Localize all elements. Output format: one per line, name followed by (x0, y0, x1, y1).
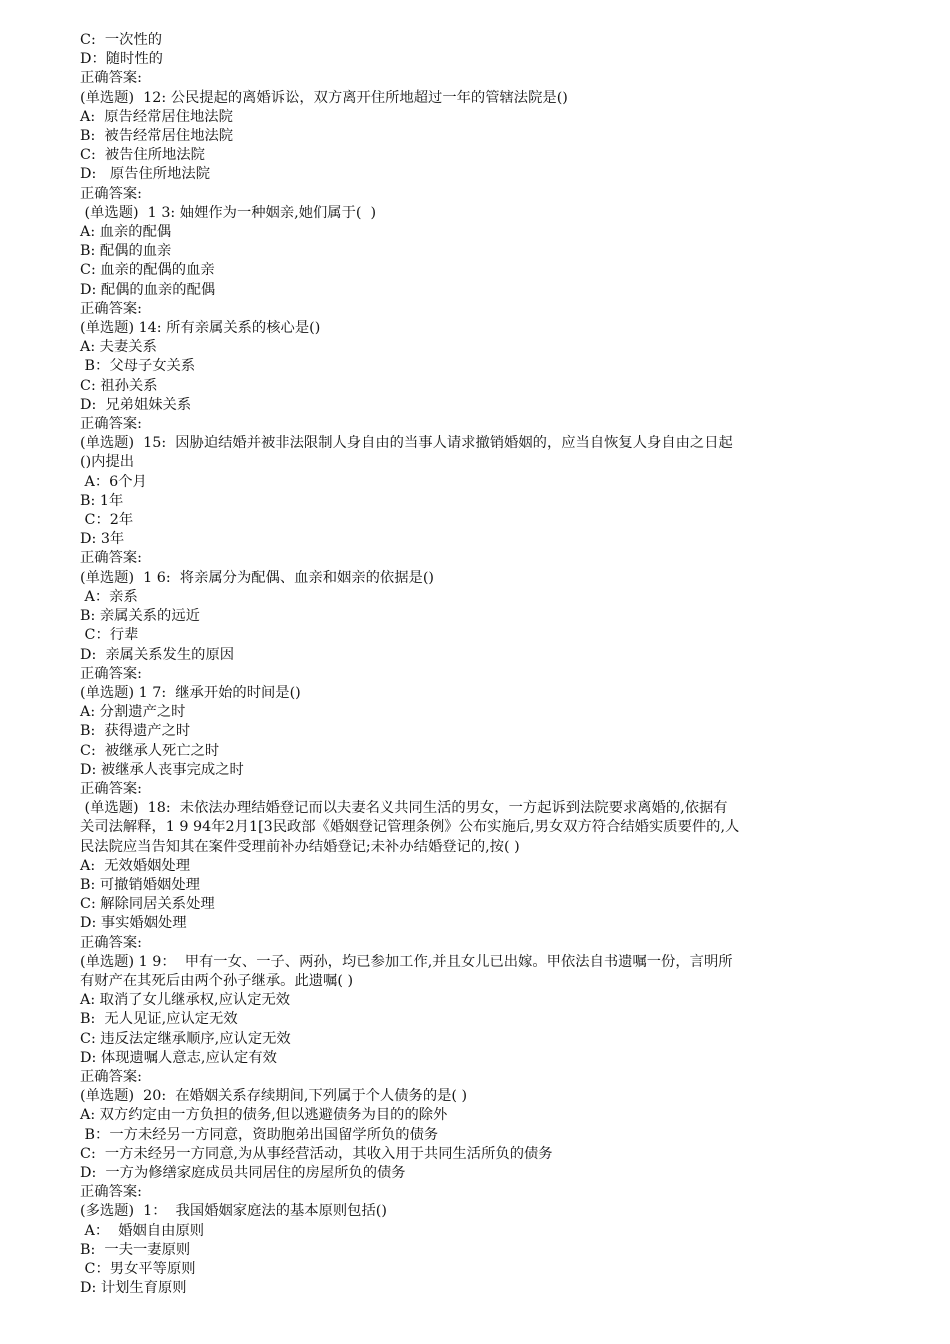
text-line: (多选题) 1： 我国婚姻家庭法的基本原则包括() (80, 1203, 387, 1220)
text-line: B: 可撤销婚姻处理 (80, 876, 200, 893)
text-line: 正确答案: (80, 70, 143, 87)
text-line: A: 取消了女儿继承权,应认定无效 (80, 992, 291, 1009)
text-line: D: 兄弟姐妹关系 (80, 396, 192, 413)
text-line: A：6个月 (80, 473, 147, 490)
text-line: B：一方未经另一方同意，资助胞弟出国留学所负的债务 (80, 1126, 439, 1143)
text-line: A: 分割遗产之时 (80, 704, 186, 721)
text-line: 正确答案: (80, 780, 143, 797)
text-line: A: 血亲的配偶 (80, 224, 172, 241)
text-line: B: 亲属关系的远近 (80, 608, 200, 625)
text-line: 民法院应当告知其在案件受理前补办结婚登记;未补办结婚登记的,按( ) (80, 838, 520, 855)
text-line: 正确答案: (80, 550, 143, 567)
text-line: 正确答案: (80, 416, 143, 433)
text-line: (单选题) 18: 未依法办理结婚登记而以夫妻名义共同生活的男女，一方起诉到法院要求离婚的,依据有 (80, 800, 728, 817)
text-line: (单选题) 12: 公民提起的离婚诉讼，双方离开住所地超过一年的管辖法院是() (80, 89, 568, 106)
text-line: A: 夫妻关系 (80, 339, 157, 356)
text-line: 正确答案: (80, 300, 143, 317)
text-line: A： 婚姻自由原则 (80, 1222, 205, 1239)
text-line: D: 亲属关系发生的原因 (80, 646, 235, 663)
text-line: D：随时性的 (80, 51, 163, 68)
text-line: B: 被告经常居住地法院 (80, 128, 234, 145)
text-line: (单选题) 14: 所有亲属关系的核心是() (80, 320, 321, 337)
text-line: B：父母子女关系 (80, 358, 196, 375)
text-line: (单选题) 1 7: 继承开始的时间是() (80, 684, 301, 701)
text-line: D: 一方为修缮家庭成员共同居住的房屋所负的债务 (80, 1164, 406, 1181)
text-line: C: 一方未经另一方同意,为从事经营活动，其收入用于共同生活所负的债务 (80, 1145, 553, 1162)
text-line: B: 配偶的血亲 (80, 243, 172, 260)
text-line: C: 被继承人死亡之时 (80, 742, 220, 759)
text-line: C：2年 (80, 512, 134, 529)
text-line: A: 双方约定由一方负担的债务,但以逃避债务为目的的除外 (80, 1107, 448, 1124)
text-line: D: 事实婚姻处理 (80, 915, 187, 932)
text-line: C：行辈 (80, 627, 139, 644)
text-line: 正确答案: (80, 1184, 143, 1201)
text-line: B: 一夫一妻原则 (80, 1241, 191, 1258)
text-line: D: 计划生育原则 (80, 1280, 187, 1297)
text-line: C: 解除同居关系处理 (80, 896, 215, 913)
text-line: D: 配偶的血亲的配偶 (80, 281, 216, 298)
text-line: C: 一次性的 (80, 32, 163, 48)
text-line: B: 无人见证,应认定无效 (80, 1011, 238, 1028)
text-line: A：亲系 (80, 588, 138, 605)
text-line: D: 3年 (80, 531, 125, 548)
text-line: (单选题) 1 9： 甲有一女、一子、两孙，均已参加工作,并且女儿已出嫁。甲依法自书遗嘱一份，言明所 (80, 953, 733, 970)
text-line: D: 原告住所地法院 (80, 166, 210, 183)
text-line: (单选题) 20: 在婚姻关系存续期间,下列属于个人债务的是( ) (80, 1088, 468, 1105)
text-line: 有财产在其死后由两个孙子继承。此遗嘱( ) (80, 972, 354, 989)
text-line: 正确答案: (80, 665, 143, 682)
text-line: C：男女平等原则 (80, 1261, 196, 1277)
text-line: 关司法解释，1 9 94年2月1[3民政部《婚姻登记管理条例》公布实施后,男女双方符合结婚实质要件的,人 (80, 819, 740, 836)
text-line: 正确答案: (80, 185, 143, 202)
text-line: B: 1年 (80, 492, 124, 509)
text-line: C: 被告住所地法院 (80, 147, 205, 164)
text-line: C: 祖孙关系 (80, 377, 158, 394)
text-line: 正确答案: (80, 1068, 143, 1085)
text-line: A: 原告经常居住地法院 (80, 108, 233, 125)
text-line: A: 无效婚姻处理 (80, 857, 191, 874)
text-line: ()内提出 (80, 454, 135, 471)
text-line: 正确答案: (80, 934, 143, 951)
text-line: (单选题) 15: 因胁迫结婚并被非法限制人身自由的当事人请求撤销婚姻的，应当自恢复人身自由之日起 (80, 435, 733, 452)
text-line: C: 血亲的配偶的血亲 (80, 262, 215, 279)
document-body (80, 31, 880, 1298)
text-line: C: 违反法定继承顺序,应认定无效 (80, 1030, 291, 1047)
text-line: B: 获得遗产之时 (80, 723, 191, 740)
text-line: D: 被继承人丧事完成之时 (80, 761, 244, 778)
text-line: (单选题) 1 6: 将亲属分为配偶、血亲和姻亲的依据是() (80, 569, 434, 586)
text-line: (单选题) 1 3: 妯娌作为一种姻亲,她们属于( ) (80, 204, 377, 221)
text-line: D: 体现遗嘱人意志,应认定有效 (80, 1049, 277, 1066)
